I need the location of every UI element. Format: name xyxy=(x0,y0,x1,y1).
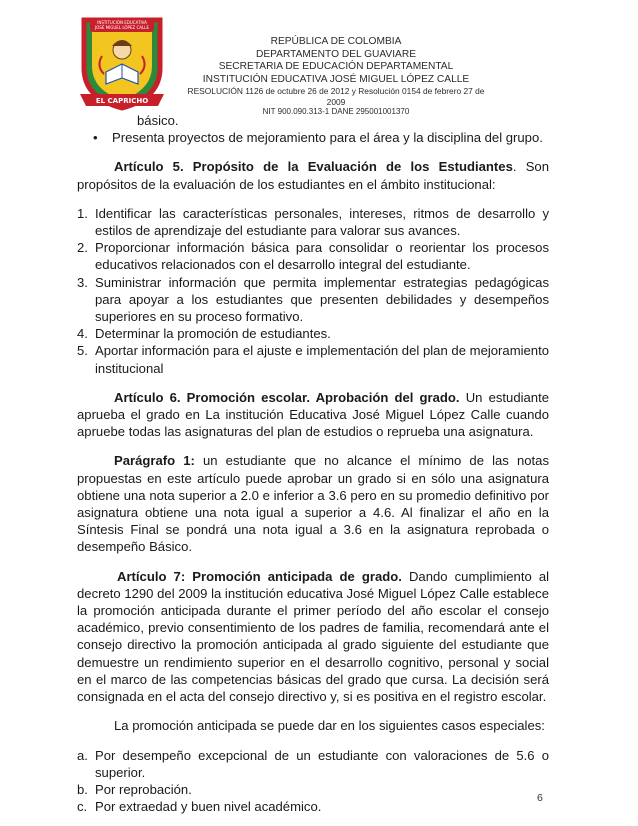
school-crest-logo xyxy=(66,12,178,112)
list-item: 5. Aportar información para el ajuste e implementación del plan de mejoramiento institucional xyxy=(77,343,549,376)
paragraph-1-heading: Parágrafo 1: xyxy=(114,453,195,469)
list-item: b. Por reprobación. xyxy=(77,781,192,797)
list-item: c. Por extraedad y buen nivel académico. xyxy=(77,799,322,815)
svg-text:INSTITUCIÓN EDUCATIVA: INSTITUCIÓN EDUCATIVA xyxy=(97,20,147,25)
article-7-paragraph xyxy=(77,568,549,706)
paragraph-1-text: un estudiante que no alcance el mínimo de las notas propuestas en este artículo puede aprobar un grado si en sólo una asignatura obtiene una nota superior a 2.0 e inferior a 3.6 pero en su promedio definitivo por asignatura obtiene una nota igual a superior a 4.6. Al finalizar el año en la Síntesis Final se pondrá una nota igual a 3.6 en la asignatura reprobada o desempeño Básico. xyxy=(77,453,549,555)
header-line-secretariat: SECRETARIA DE EDUCACIÓN DEPARTAMENTAL xyxy=(218,61,454,73)
paragraph-1 xyxy=(77,452,549,555)
svg-text:EL CAPRICHO: EL CAPRICHO xyxy=(95,97,149,105)
document-body xyxy=(77,112,550,815)
header-line-nit: NIT 900.090.313-1 DANE 295001001370 xyxy=(262,107,410,117)
header-line-resolution: RESOLUCIÓN 1126 de octubre 26 de 2012 y Resolución 0154 de febrero 27 de 2009 xyxy=(187,86,485,107)
page-number: 6 xyxy=(537,792,543,804)
header-line-institution: INSTITUCIÓN EDUCATIVA JOSÉ MIGUEL LÓPEZ CALLE xyxy=(202,73,470,85)
list-item: 1. Identificar las características personales, intereses, ritmos de desarrollo y estilos de aprendizaje del estudiante para valorar sus avances. xyxy=(77,205,549,239)
article-5-heading: Artículo 5. Propósito de la Evaluación de los Estudiantes xyxy=(114,159,513,175)
continuation-text: básico. xyxy=(137,113,179,128)
list-item: a. Por desempeño excepcional de un estudiante con valoraciones de 5.6 o superior. xyxy=(77,747,549,780)
bullet-item xyxy=(77,129,549,146)
article-5-text: . Son propósitos de la evaluación de los estudiantes en el ámbito institucional: xyxy=(77,159,549,192)
list-item: 2. Proporcionar información básica para consolidar o reorientar los procesos educativos relacionados con el desarrollo integral del estudiante. xyxy=(77,240,549,273)
bullet-dot-icon: • xyxy=(93,130,98,146)
header-line-department: DEPARTAMENTO DEL GUAVIARE xyxy=(255,48,416,60)
special-cases-intro: La promoción anticipada se puede dar en los siguientes casos especiales: xyxy=(114,718,545,734)
list-item: 3. Suministrar información que permita implementar estrategias pedagógicas para apoyar a los estudiantes que presenten debilidades y desempeños superiores en su proceso formativo. xyxy=(77,274,549,325)
list-item: 4. Determinar la promoción de estudiantes. xyxy=(77,326,331,342)
article-7-text: Dando cumplimiento al decreto 1290 del 2009 la institución educativa José Miguel López Calle establece la promoción anticipada durante el primer período del año escolar el consejo académico, previo consentimiento de los padres de familia, recomendará ante el consejo directivo la promoción anticipada al grado siguiente del estudiante que demuestre un rendimiento superior en el desarrollo cognitivo, personal y social en el marco de las competencias básicas del grado que cursa. La decisión será consignada en el acta del consejo directivo y, si es positiva en el registro escolar. xyxy=(77,568,550,705)
article-7-heading: Artículo 7: Promoción anticipada de grado. xyxy=(117,568,402,584)
header-line-country: REPÚBLICA DE COLOMBIA xyxy=(270,36,402,47)
letterhead xyxy=(178,36,494,117)
article-6-heading: Artículo 6. Promoción escolar. Aprobación del grado. xyxy=(114,389,460,405)
special-cases-list xyxy=(77,747,549,816)
bullet-text: Presenta proyectos de mejoramiento para el área y la disciplina del grupo. xyxy=(112,130,543,146)
article-5-paragraph xyxy=(77,158,549,192)
article-5-list xyxy=(77,205,549,377)
article-6-text: Un estudiante aprueba el grado en La institución Educativa José Miguel López Calle cuando apruebe todas las asignaturas del plan de estudios o reprueba una asignatura. xyxy=(77,389,549,440)
article-6-paragraph xyxy=(77,389,549,441)
svg-text:JOSÉ MIGUEL LÓPEZ CALLE: JOSÉ MIGUEL LÓPEZ CALLE xyxy=(94,25,150,30)
